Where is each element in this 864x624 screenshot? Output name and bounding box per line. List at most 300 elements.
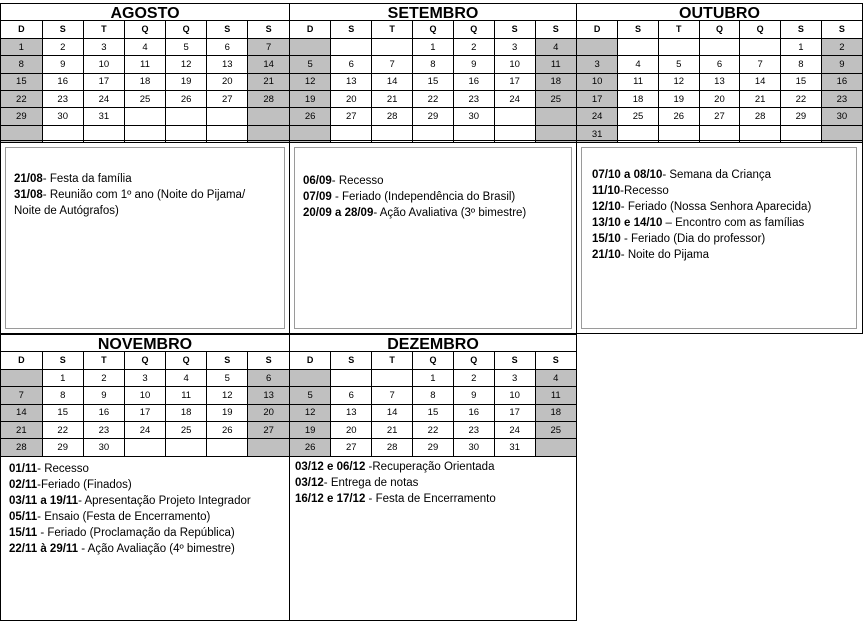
day-cell: 18 (618, 91, 659, 108)
day-cell: 22 (42, 422, 83, 439)
event-item (592, 167, 856, 183)
day-cell (248, 439, 289, 456)
weekday-header: Q (124, 21, 165, 38)
day-cell (124, 439, 165, 456)
week-row (1, 73, 289, 90)
event-separator: - (78, 543, 88, 555)
day-cell: 22 (781, 91, 822, 108)
day-cell: 22 (413, 422, 454, 439)
day-cell: 13 (207, 56, 248, 73)
notes-dezembro (289, 456, 577, 621)
day-cell (207, 108, 248, 125)
weekday-header: S (535, 352, 576, 369)
event-date: 05/11 (9, 511, 38, 523)
day-cell: 28 (248, 91, 289, 108)
calendar-grid (1, 352, 289, 457)
event-date: 12/10 (592, 201, 621, 213)
calendar-dezembro (289, 334, 577, 457)
day-cell: 21 (1, 422, 42, 439)
week-row (290, 404, 576, 421)
event-text: Ensaio (Festa de Encerramento) (44, 511, 211, 523)
event-separator: - (42, 173, 50, 185)
week-row (1, 404, 289, 421)
weekday-header: S (42, 21, 83, 38)
day-cell (658, 38, 699, 55)
weekday-header: D (1, 352, 42, 369)
day-cell: 16 (453, 73, 494, 90)
event-separator: - (37, 463, 45, 475)
weekday-header: S (248, 21, 289, 38)
day-cell (740, 38, 781, 55)
event-item (14, 171, 284, 187)
day-cell: 27 (207, 91, 248, 108)
day-cell: 4 (124, 38, 165, 55)
day-cell: 26 (290, 108, 331, 125)
week-row (290, 369, 576, 386)
day-cell: 18 (535, 73, 576, 90)
day-cell: 2 (42, 38, 83, 55)
event-date: 22/11 à 29/11 (9, 543, 79, 555)
event-text: Ação Avaliação (4º bimestre) (87, 543, 235, 555)
event-separator: - (620, 201, 628, 213)
event-text: Feriado (Finados) (41, 479, 132, 491)
day-cell: 11 (618, 73, 659, 90)
day-cell: 17 (124, 404, 165, 421)
day-cell: 9 (821, 56, 862, 73)
day-cell: 3 (83, 38, 124, 55)
day-cell: 6 (331, 387, 372, 404)
event-date: 07/10 a 08/10 (592, 169, 663, 181)
day-cell: 30 (453, 439, 494, 456)
day-cell: 30 (821, 108, 862, 125)
weekday-header: T (658, 21, 699, 38)
week-row (1, 439, 289, 456)
event-separator: - (620, 249, 628, 261)
day-cell: 13 (699, 73, 740, 90)
day-cell: 2 (453, 369, 494, 386)
day-cell (166, 108, 207, 125)
event-item (9, 493, 289, 509)
weekday-header: S (331, 21, 372, 38)
weekday-header: T (372, 21, 413, 38)
day-cell: 7 (740, 56, 781, 73)
day-cell: 25 (166, 422, 207, 439)
event-item (592, 231, 856, 247)
event-date: 03/11 a 19/11 (9, 495, 79, 507)
day-cell: 12 (658, 73, 699, 90)
day-cell: 4 (535, 38, 576, 55)
day-cell: 4 (535, 369, 576, 386)
week-row (290, 439, 576, 456)
day-cell: 19 (658, 91, 699, 108)
week-row (290, 387, 576, 404)
event-text: Recuperação Orientada (372, 461, 495, 473)
day-cell: 9 (453, 56, 494, 73)
event-date: 03/12 (295, 477, 324, 489)
day-cell: 1 (1, 38, 42, 55)
day-cell: 30 (42, 108, 83, 125)
event-date: 11/10 (592, 185, 621, 197)
event-item (592, 247, 856, 263)
day-cell: 14 (248, 56, 289, 73)
week-row (1, 422, 289, 439)
weekday-header: D (290, 21, 331, 38)
day-cell: 19 (207, 404, 248, 421)
month-title: DEZEMBRO (290, 335, 576, 352)
event-text: Recesso (338, 175, 384, 187)
weekday-header: S (331, 352, 372, 369)
week-row (577, 73, 862, 90)
day-cell: 9 (453, 387, 494, 404)
day-cell (290, 38, 331, 55)
event-item (9, 509, 289, 525)
event-date: 03/12 e 06/12 (295, 461, 366, 473)
event-text: Festa de Encerramento (375, 493, 496, 505)
day-cell: 29 (413, 439, 454, 456)
event-text: Feriado (Proclamação da República) (47, 527, 235, 539)
day-cell: 23 (42, 91, 83, 108)
day-cell: 5 (290, 56, 331, 73)
event-text: Feriado (Dia do professor) (631, 233, 766, 245)
day-cell: 21 (372, 91, 413, 108)
weekday-header: D (1, 21, 42, 38)
day-cell (372, 369, 413, 386)
event-text: Festa da família (49, 173, 132, 185)
day-cell: 28 (740, 108, 781, 125)
day-cell: 24 (83, 91, 124, 108)
weekday-header: Q (453, 352, 494, 369)
day-cell: 8 (781, 56, 822, 73)
event-date: 21/08 (14, 173, 43, 185)
event-item (592, 183, 856, 199)
week-row (577, 108, 862, 125)
week-row (290, 422, 576, 439)
event-list (1, 457, 289, 557)
event-separator: - (331, 191, 343, 203)
day-cell: 15 (1, 73, 42, 90)
day-cell: 6 (207, 38, 248, 55)
week-row (290, 73, 576, 90)
day-cell: 10 (494, 387, 535, 404)
weekday-header: T (372, 352, 413, 369)
event-date: 16/12 e 17/12 (295, 493, 366, 505)
day-cell: 31 (83, 108, 124, 125)
day-cell: 16 (821, 73, 862, 90)
day-cell: 22 (1, 91, 42, 108)
day-cell (290, 369, 331, 386)
day-cell: 25 (124, 91, 165, 108)
day-cell: 30 (83, 439, 124, 456)
notes-novembro (0, 456, 290, 621)
event-date: 15/11 (9, 527, 38, 539)
weekday-header: S (494, 21, 535, 38)
event-text: Feriado (Independência do Brasil) (342, 191, 516, 203)
event-separator: - (662, 169, 670, 181)
weekday-header: S (821, 21, 862, 38)
month-title: AGOSTO (1, 4, 289, 21)
day-cell: 3 (577, 56, 618, 73)
day-cell: 6 (248, 369, 289, 386)
day-cell: 7 (248, 38, 289, 55)
calendar-grid (577, 21, 862, 143)
day-cell: 5 (658, 56, 699, 73)
day-cell: 29 (413, 108, 454, 125)
day-cell: 24 (494, 91, 535, 108)
event-item (295, 459, 576, 475)
weekday-header: S (781, 21, 822, 38)
day-cell: 12 (207, 387, 248, 404)
day-cell: 11 (535, 387, 576, 404)
event-separator: - (331, 175, 339, 187)
day-cell: 14 (372, 404, 413, 421)
calendar-novembro (0, 334, 290, 457)
event-item (9, 525, 289, 541)
event-separator: - (620, 185, 624, 197)
day-cell: 1 (781, 38, 822, 55)
day-cell: 2 (821, 38, 862, 55)
day-cell: 27 (699, 108, 740, 125)
day-cell: 8 (413, 387, 454, 404)
event-item (303, 205, 571, 221)
day-cell: 28 (372, 108, 413, 125)
event-list (290, 457, 576, 507)
day-cell: 13 (331, 73, 372, 90)
event-date: 06/09 (303, 175, 332, 187)
day-cell (124, 108, 165, 125)
event-separator: - (365, 493, 376, 505)
weekday-header: Q (453, 21, 494, 38)
calendar-setembro (289, 3, 577, 141)
week-row (1, 56, 289, 73)
event-text: Reunião com 1º ano (Noite do Pijama/ (49, 189, 246, 201)
notes-setembro (289, 140, 577, 334)
event-date: 01/11 (9, 463, 38, 475)
day-cell: 24 (124, 422, 165, 439)
day-cell: 9 (42, 56, 83, 73)
day-cell: 8 (42, 387, 83, 404)
day-cell (207, 439, 248, 456)
week-row (1, 91, 289, 108)
day-cell: 1 (413, 38, 454, 55)
week-row (290, 38, 576, 55)
event-text: Entrega de notas (330, 477, 419, 489)
day-cell: 18 (124, 73, 165, 90)
event-separator: - (37, 479, 41, 491)
day-cell: 7 (372, 56, 413, 73)
day-cell: 10 (494, 56, 535, 73)
weekday-header: T (83, 21, 124, 38)
event-item (303, 189, 571, 205)
day-cell: 7 (1, 387, 42, 404)
day-cell (1, 369, 42, 386)
day-cell (699, 38, 740, 55)
day-cell: 2 (83, 369, 124, 386)
event-text: Recesso (44, 463, 89, 475)
event-item (14, 203, 284, 219)
day-cell: 3 (124, 369, 165, 386)
day-cell: 19 (290, 422, 331, 439)
notes-agosto (0, 140, 290, 334)
day-cell: 20 (699, 91, 740, 108)
event-text: Noite de Autógrafos) (14, 205, 119, 217)
calendar-outubro (576, 3, 863, 141)
day-cell: 11 (124, 56, 165, 73)
day-cell: 9 (83, 387, 124, 404)
week-row (290, 56, 576, 73)
day-cell: 12 (290, 73, 331, 90)
day-cell: 16 (453, 404, 494, 421)
event-text: Semana da Criança (669, 169, 772, 181)
day-cell: 7 (372, 387, 413, 404)
day-cell: 14 (372, 73, 413, 90)
day-cell: 16 (42, 73, 83, 90)
day-cell: 26 (207, 422, 248, 439)
day-cell: 14 (1, 404, 42, 421)
day-cell: 20 (207, 73, 248, 90)
event-text: Recesso (624, 185, 669, 197)
month-title: SETEMBRO (290, 4, 576, 21)
day-cell: 17 (494, 73, 535, 90)
day-cell: 23 (453, 422, 494, 439)
calendar-agosto (0, 3, 290, 141)
weekday-header: T (83, 352, 124, 369)
day-cell: 20 (248, 404, 289, 421)
day-cell: 26 (166, 91, 207, 108)
event-item (9, 541, 289, 557)
event-date: 02/11 (9, 479, 38, 491)
day-cell: 8 (413, 56, 454, 73)
day-cell: 26 (290, 439, 331, 456)
event-separator: - (42, 189, 50, 201)
day-cell: 24 (494, 422, 535, 439)
weekday-header: Q (166, 352, 207, 369)
day-cell: 12 (166, 56, 207, 73)
weekday-header: D (290, 352, 331, 369)
day-cell: 17 (577, 91, 618, 108)
event-separator: - (365, 461, 373, 473)
weekday-header: Q (124, 352, 165, 369)
day-cell: 15 (42, 404, 83, 421)
event-date: 07/09 (303, 191, 332, 203)
day-cell: 21 (740, 91, 781, 108)
week-row (1, 387, 289, 404)
event-text: Feriado (Nossa Senhora Aparecida) (627, 201, 812, 213)
day-cell: 12 (290, 404, 331, 421)
week-row (1, 108, 289, 125)
week-row (1, 369, 289, 386)
weekday-header: S (618, 21, 659, 38)
calendar-grid (290, 21, 576, 143)
day-cell: 1 (42, 369, 83, 386)
day-cell: 6 (699, 56, 740, 73)
day-cell (535, 439, 576, 456)
event-item (295, 475, 576, 491)
day-cell: 25 (535, 422, 576, 439)
day-cell: 17 (494, 404, 535, 421)
event-separator: - (373, 207, 380, 219)
day-cell: 20 (331, 422, 372, 439)
event-separator: - (78, 495, 85, 507)
event-text: Noite do Pijama (627, 249, 709, 261)
event-separator: - (323, 477, 331, 489)
event-text: Encontro com as famílias (675, 217, 805, 229)
day-cell: 19 (290, 91, 331, 108)
day-cell: 1 (413, 369, 454, 386)
day-cell (331, 369, 372, 386)
day-cell: 14 (740, 73, 781, 90)
day-cell (166, 439, 207, 456)
month-title: NOVEMBRO (1, 335, 289, 352)
day-cell: 13 (248, 387, 289, 404)
day-cell: 4 (618, 56, 659, 73)
day-cell: 29 (781, 108, 822, 125)
event-item (9, 461, 289, 477)
event-list (582, 148, 856, 263)
event-separator: – (662, 217, 676, 229)
day-cell: 29 (1, 108, 42, 125)
event-date: 31/08 (14, 189, 43, 201)
week-row (577, 56, 862, 73)
event-date: 21/10 (592, 249, 621, 261)
day-cell: 10 (577, 73, 618, 90)
event-separator: - (37, 527, 48, 539)
day-cell: 13 (331, 404, 372, 421)
day-cell: 23 (453, 91, 494, 108)
notes-outubro (576, 140, 863, 334)
day-cell: 26 (658, 108, 699, 125)
weekday-header: D (577, 21, 618, 38)
day-cell: 16 (83, 404, 124, 421)
weekday-header: Q (740, 21, 781, 38)
weekday-header: Q (166, 21, 207, 38)
weekday-header: S (248, 352, 289, 369)
week-row (577, 38, 862, 55)
day-cell (535, 108, 576, 125)
day-cell: 24 (577, 108, 618, 125)
day-cell (248, 108, 289, 125)
day-cell: 27 (248, 422, 289, 439)
day-cell: 3 (494, 38, 535, 55)
day-cell: 3 (494, 369, 535, 386)
day-cell: 27 (331, 439, 372, 456)
weekday-header: S (494, 352, 535, 369)
day-cell: 23 (83, 422, 124, 439)
event-text: Ação Avaliativa (3º bimestre) (379, 207, 527, 219)
week-row (1, 38, 289, 55)
event-item (9, 477, 289, 493)
event-list (295, 148, 571, 221)
day-cell: 21 (372, 422, 413, 439)
day-cell: 20 (331, 91, 372, 108)
day-cell: 15 (781, 73, 822, 90)
day-cell: 15 (413, 73, 454, 90)
day-cell: 11 (535, 56, 576, 73)
event-date: 15/10 (592, 233, 621, 245)
event-item (592, 215, 856, 231)
day-cell: 18 (166, 404, 207, 421)
day-cell (372, 38, 413, 55)
event-date: 20/09 a 28/09 (303, 207, 374, 219)
day-cell: 15 (413, 404, 454, 421)
day-cell: 11 (166, 387, 207, 404)
weekday-header: Q (413, 21, 454, 38)
day-cell: 27 (331, 108, 372, 125)
day-cell: 10 (124, 387, 165, 404)
day-cell: 4 (166, 369, 207, 386)
calendar-grid (290, 352, 576, 457)
day-cell: 6 (331, 56, 372, 73)
week-row (290, 91, 576, 108)
